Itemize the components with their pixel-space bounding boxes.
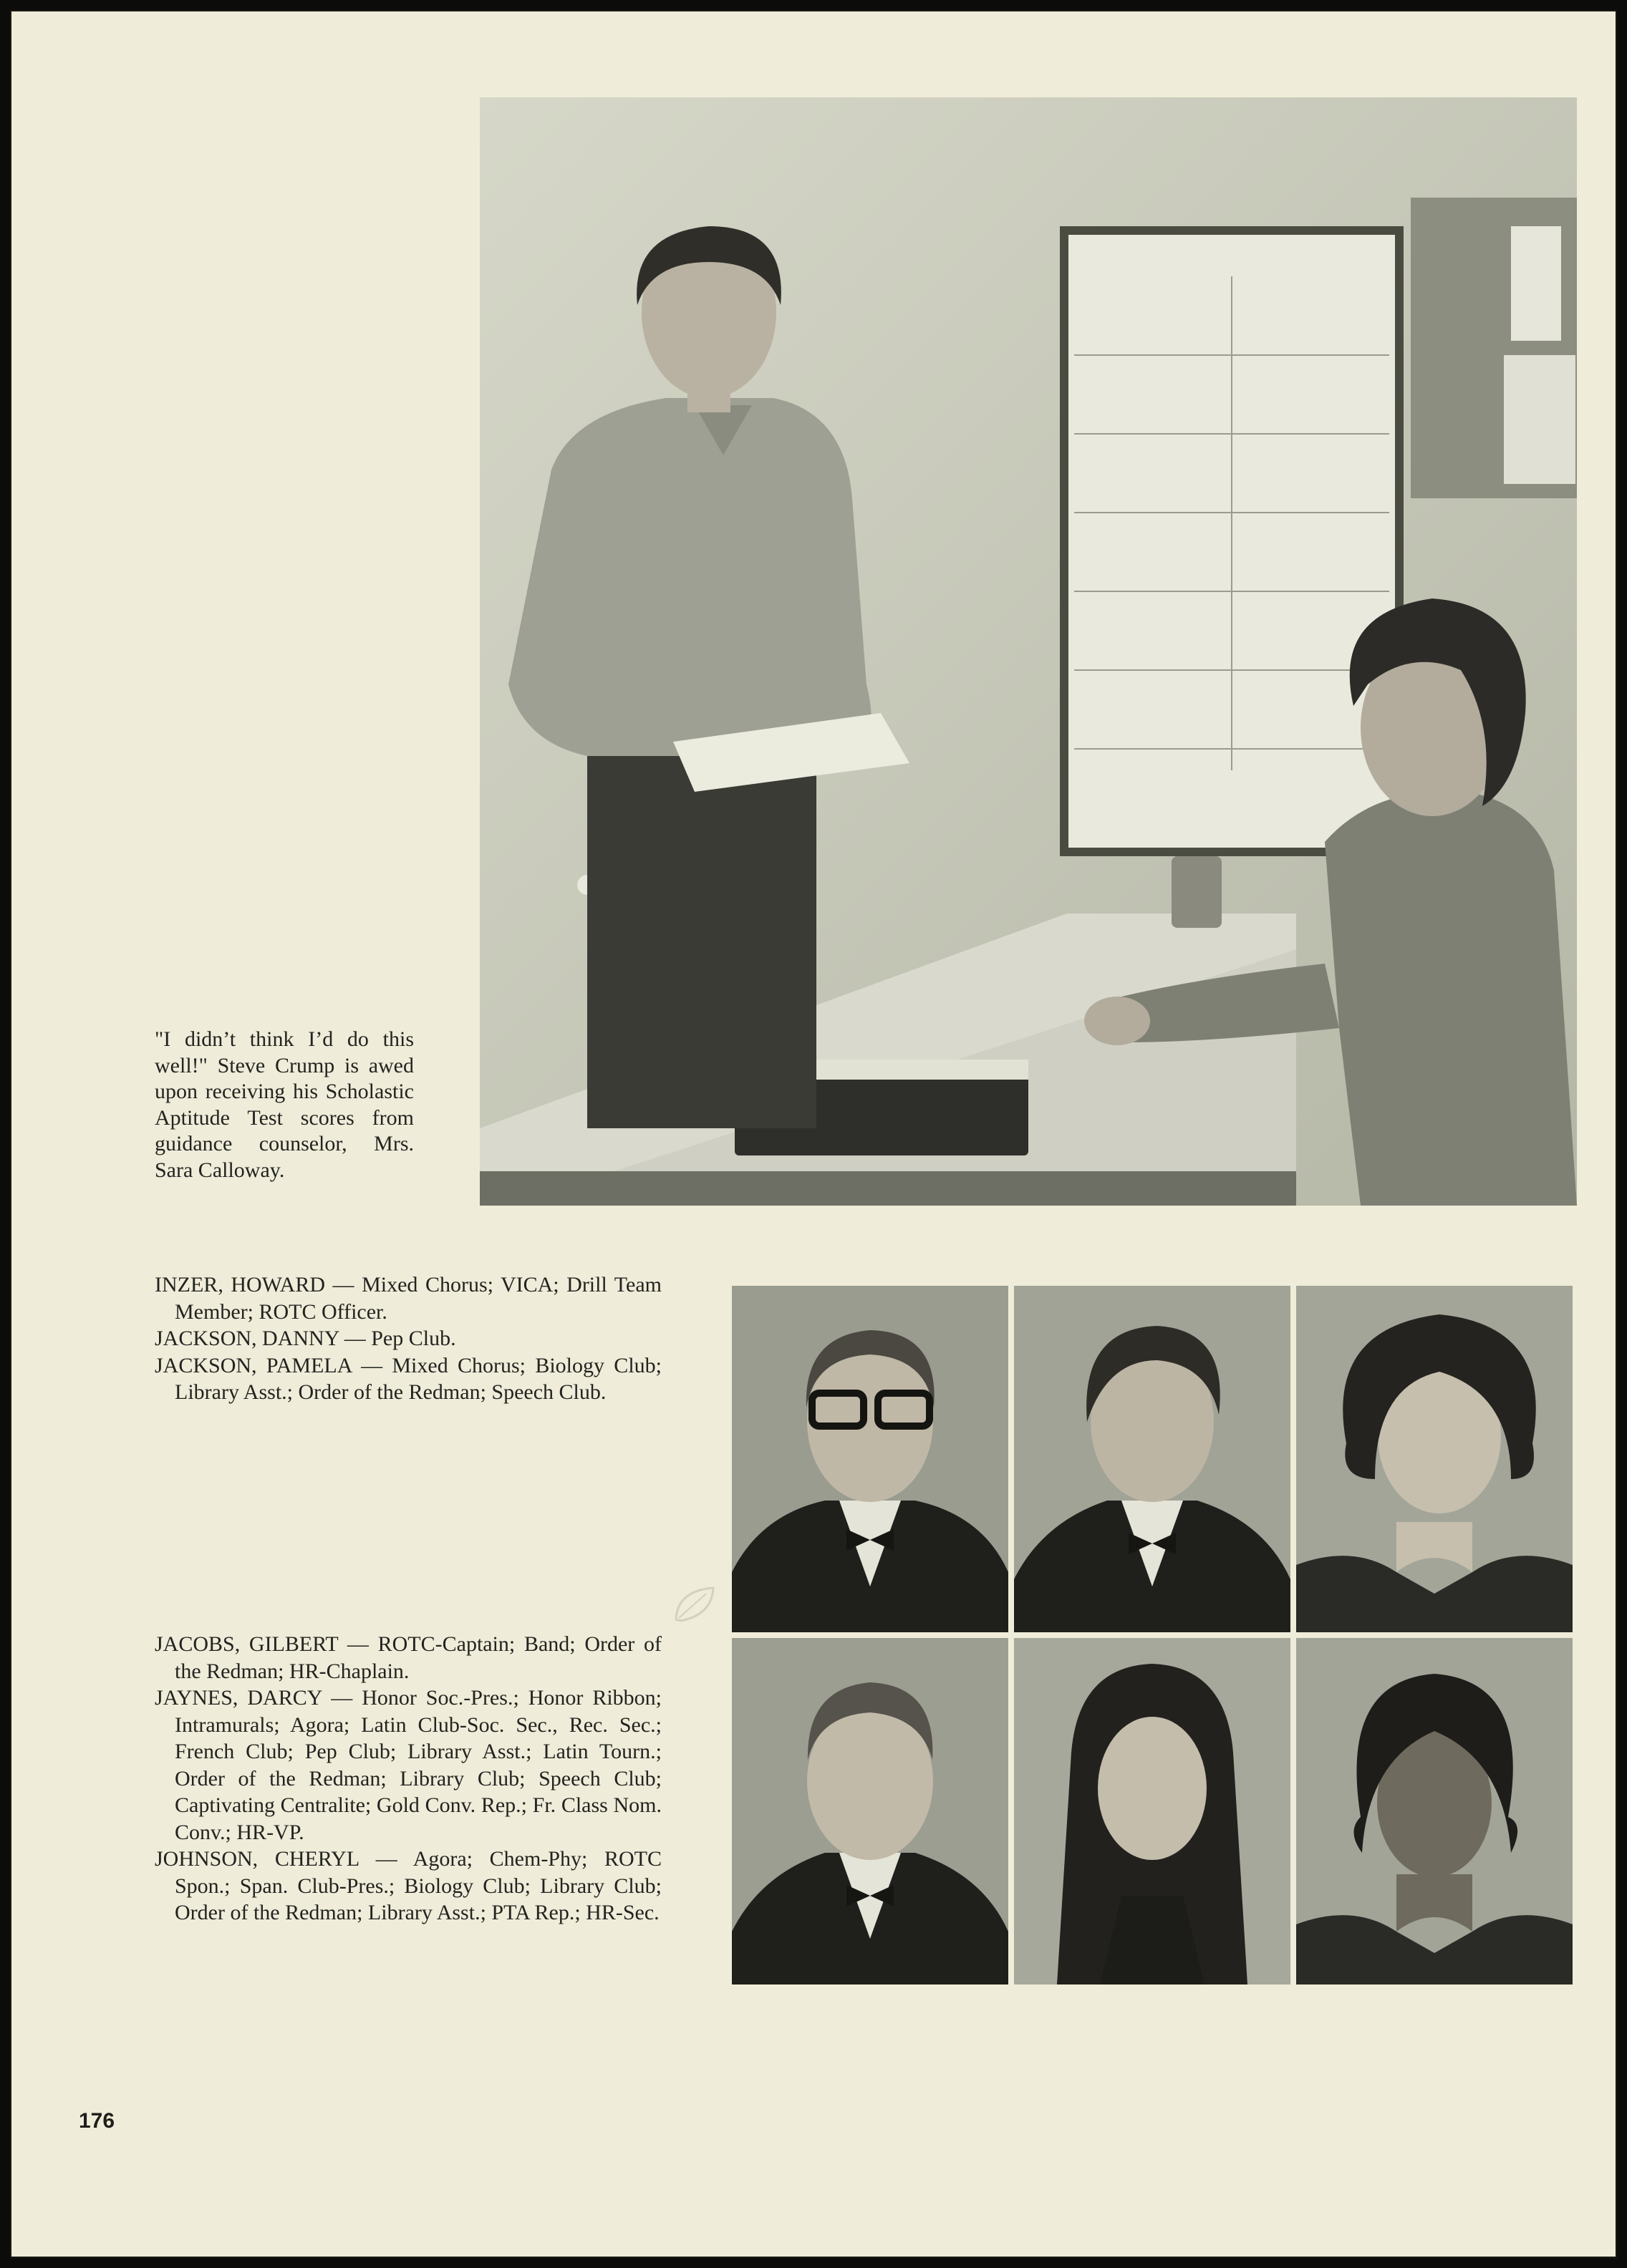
senior-activities: Mixed Chorus; Biology Club; Library Asst.; Order of the Redman; Speech Club.	[175, 1353, 662, 1404]
senior-entry	[155, 1846, 662, 1927]
portrait-man-glasses	[732, 1286, 1008, 1632]
portrait-woman	[1296, 1638, 1573, 1984]
entry-separator: —	[339, 1327, 372, 1350]
senior-activities: ROTC-Captain; Band; Order of the Redman; HR-Chaplain.	[175, 1632, 662, 1683]
senior-name: JACOBS, GILBERT	[155, 1632, 339, 1656]
entry-separator: —	[351, 1353, 392, 1377]
senior-entries-upper	[155, 1271, 662, 1406]
portrait-man	[1014, 1286, 1290, 1632]
senior-portrait	[732, 1638, 1008, 1984]
senior-entry	[155, 1685, 662, 1846]
yearbook-page	[10, 10, 1617, 2258]
senior-name: JACKSON, DANNY	[155, 1327, 339, 1350]
photo-caption: "I didn’t think I’d do this well!" Steve Crump is awed upon receiving his Scholastic Aptitude Test scores from guidance counselor, Mrs. Sara Calloway.	[155, 1027, 414, 1182]
senior-portrait	[1014, 1286, 1290, 1632]
senior-name: JAYNES, DARCY	[155, 1686, 322, 1710]
senior-portrait	[1014, 1638, 1290, 1984]
senior-entry	[155, 1325, 662, 1352]
senior-portrait	[1296, 1638, 1573, 1984]
senior-entry	[155, 1271, 662, 1325]
senior-activities: Pep Club.	[371, 1327, 456, 1350]
entry-separator: —	[325, 1273, 362, 1297]
portrait-man	[732, 1638, 1008, 1984]
entry-separator: —	[322, 1686, 362, 1710]
senior-name: JACKSON, PAMELA	[155, 1353, 352, 1377]
portrait-woman-long-hair	[1014, 1638, 1290, 1984]
senior-portrait	[732, 1286, 1008, 1632]
page-number: 176	[79, 2109, 115, 2133]
senior-entry	[155, 1631, 662, 1685]
senior-portrait	[1296, 1286, 1573, 1632]
main-photo-illustration	[480, 97, 1577, 1206]
portrait-woman	[1296, 1286, 1573, 1632]
entry-separator: —	[359, 1847, 413, 1871]
senior-entry	[155, 1352, 662, 1406]
senior-activities: Honor Soc.-Pres.; Honor Ribbon; Intramurals; Agora; Latin Club-Soc. Sec., Rec. Sec.; French Club; Pep Club; Library Asst.; Latin Tourn.; Order of the Redman; Library Club; Speech Club; Captivating Centralite; Gold Conv. Rep.; Fr. Class Nom. Conv.; HR-VP.	[175, 1686, 662, 1844]
senior-entries-lower	[155, 1631, 662, 1927]
main-photo	[480, 97, 1577, 1206]
entry-separator: —	[338, 1632, 378, 1656]
senior-activities: Agora; Chem-Phy; ROTC Spon.; Span. Club-Pres.; Biology Club; Library Club; Order of the Redman; Library Asst.; PTA Rep.; HR-Sec.	[175, 1847, 662, 1924]
senior-name: INZER, HOWARD	[155, 1273, 326, 1297]
leaf-watermark-icon	[670, 1584, 720, 1627]
senior-name: JOHNSON, CHERYL	[155, 1847, 359, 1871]
senior-activities: Mixed Chorus; VICA; Drill Team Member; ROTC Officer.	[175, 1273, 662, 1324]
